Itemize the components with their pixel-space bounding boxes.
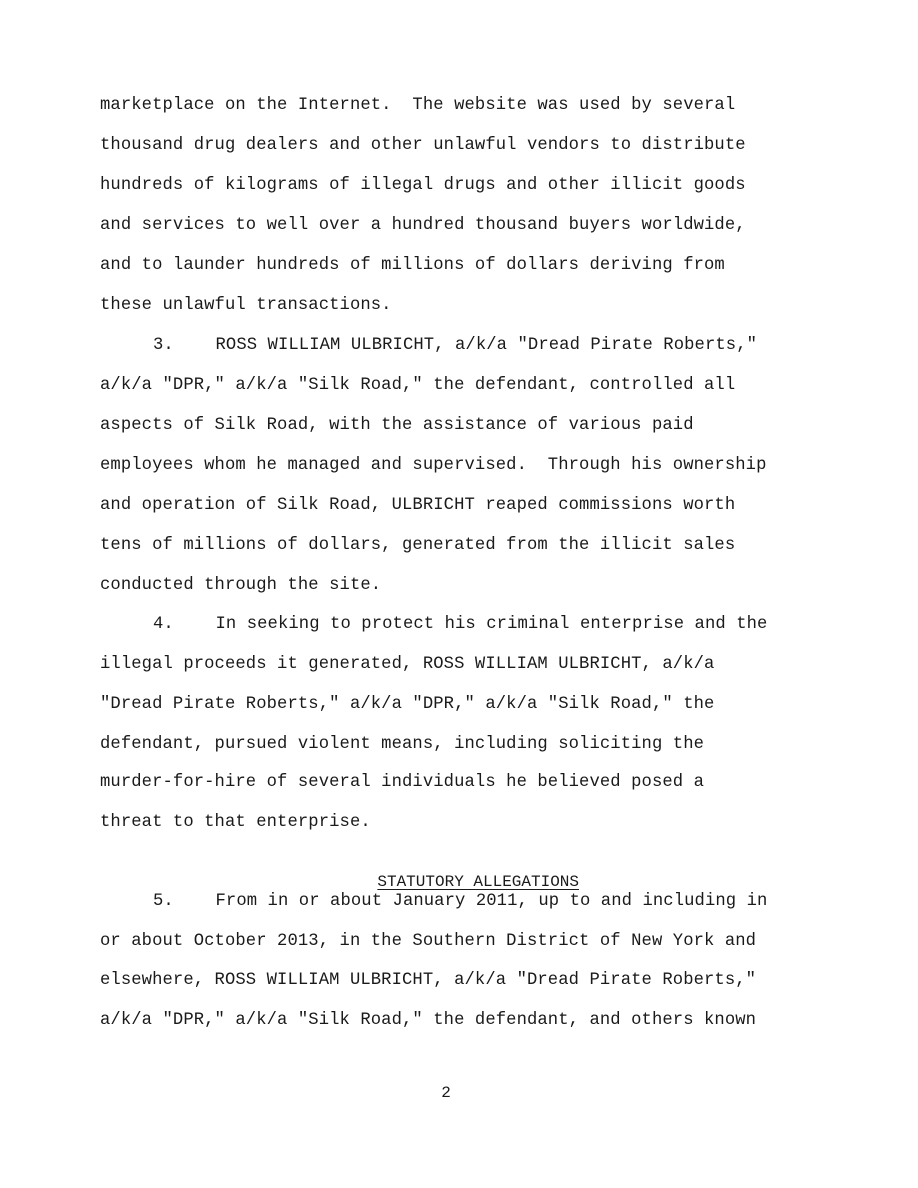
text-line: elsewhere, ROSS WILLIAM ULBRICHT, a/k/a "Dread Pirate Roberts," xyxy=(100,971,757,990)
section-heading-text: STATUTORY ALLEGATIONS xyxy=(377,873,580,891)
text-line: and to launder hundreds of millions of dollars deriving from xyxy=(100,256,725,275)
text-line: or about October 2013, in the Southern District of New York and xyxy=(100,932,757,951)
text-line: these unlawful transactions. xyxy=(100,296,392,315)
text-line: and operation of Silk Road, ULBRICHT reaped commissions worth xyxy=(100,496,736,515)
text-line: marketplace on the Internet. The website was used by several xyxy=(100,96,736,115)
text-line: "Dread Pirate Roberts," a/k/a "DPR," a/k/a "Silk Road," the xyxy=(100,695,715,714)
paragraph-4-first-line: 4. In seeking to protect his criminal enterprise and the xyxy=(153,615,768,634)
text-line: a/k/a "DPR," a/k/a "Silk Road," the defendant, controlled all xyxy=(100,376,736,395)
paragraph-3-first-line: 3. ROSS WILLIAM ULBRICHT, a/k/a "Dread Pirate Roberts," xyxy=(153,336,758,355)
text-line: defendant, pursued violent means, including soliciting the xyxy=(100,735,705,754)
text-line: thousand drug dealers and other unlawful vendors to distribute xyxy=(100,136,746,155)
text-line: tens of millions of dollars, generated from the illicit sales xyxy=(100,536,736,555)
text-line: employees whom he managed and supervised. Through his ownership xyxy=(100,456,767,475)
text-line: and services to well over a hundred thousand buyers worldwide, xyxy=(100,216,746,235)
text-line: a/k/a "DPR," a/k/a "Silk Road," the defendant, and others known xyxy=(100,1011,757,1030)
text-line: murder-for-hire of several individuals he believed posed a xyxy=(100,773,705,792)
text-line: threat to that enterprise. xyxy=(100,813,371,832)
text-line: illegal proceeds it generated, ROSS WILLIAM ULBRICHT, a/k/a xyxy=(100,655,715,674)
text-line: conducted through the site. xyxy=(100,576,382,595)
page-number: 2 xyxy=(441,1084,451,1102)
text-line: aspects of Silk Road, with the assistance of various paid xyxy=(100,416,694,435)
text-line: hundreds of kilograms of illegal drugs and other illicit goods xyxy=(100,176,746,195)
paragraph-5-first-line: 5. From in or about January 2011, up to and including in xyxy=(153,892,768,911)
